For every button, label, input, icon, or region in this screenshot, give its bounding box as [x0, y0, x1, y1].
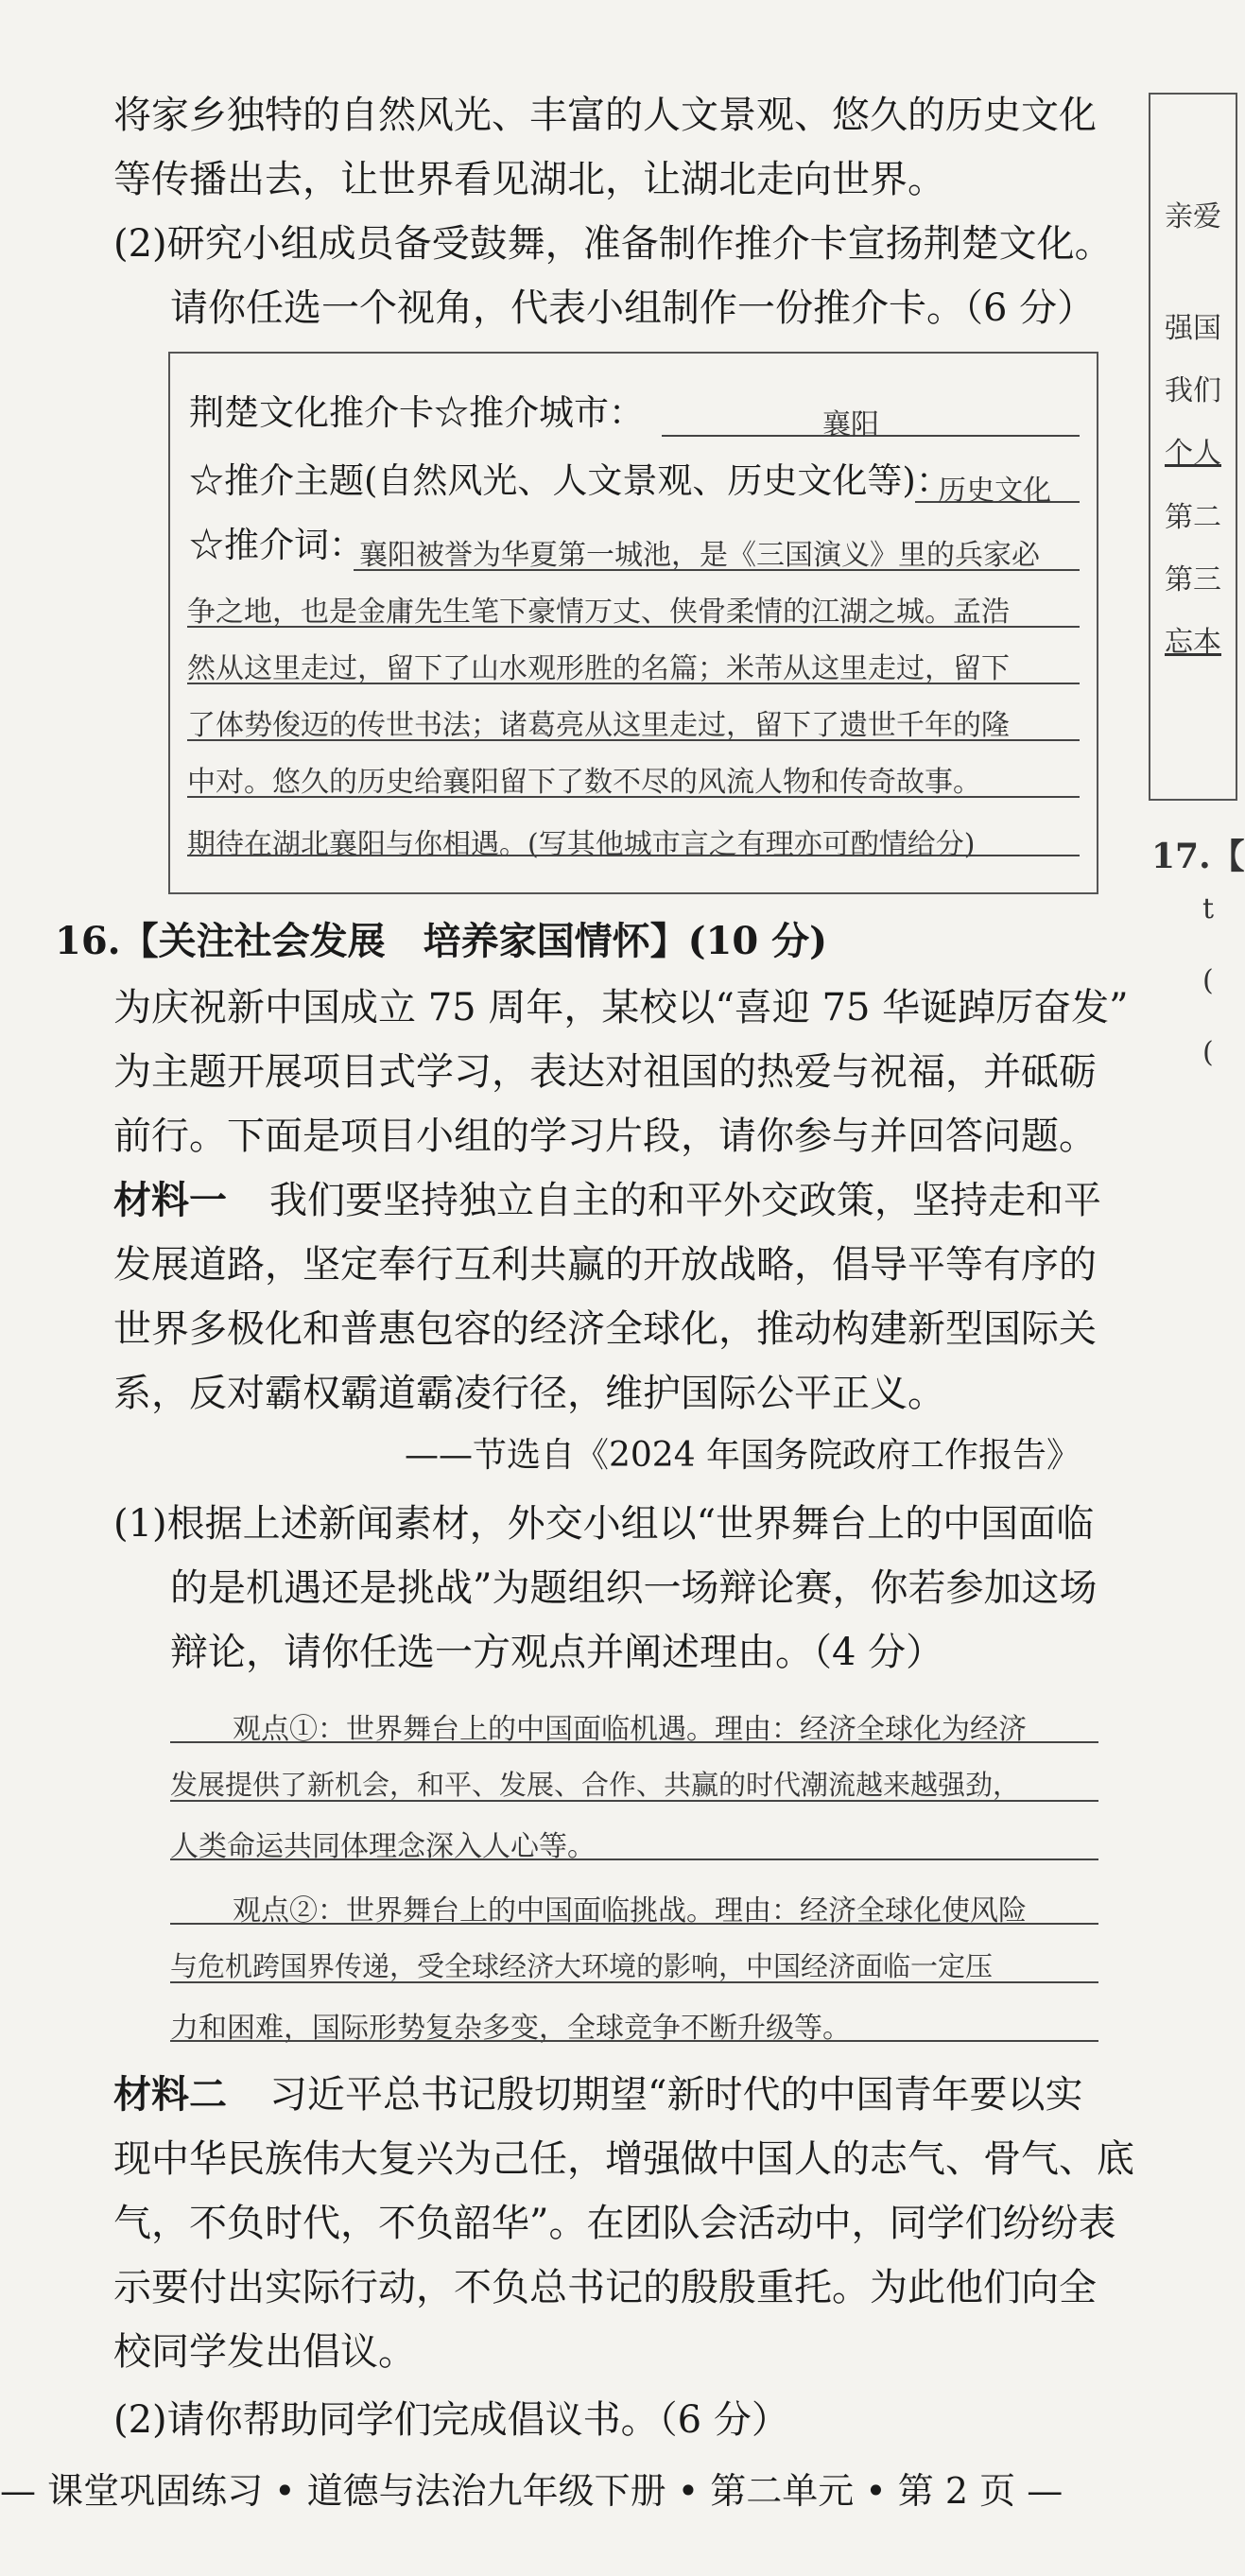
card-words-line-3: 然从这里走过，留下了山水观形胜的名篇；米芾从这里走过，留下 [187, 652, 1010, 685]
q16-paragraph-line-2: 为主题开展项目式学习，表达对祖国的热爱与祝福，并砥砺 [113, 1050, 1097, 1094]
answer-line [187, 739, 1080, 741]
question-15-2-line-2: 请你任选一个视角，代表小组制作一份推介卡。（6 分） [170, 286, 1096, 330]
card-words-label: ☆推介词： [189, 525, 364, 565]
answer-1-line-2: 发展提供了新机会，和平、发展、合作、共赢的时代潮流越来越强劲， [170, 1769, 1021, 1801]
answer-2-line-1: 观点②：世界舞台上的中国面临挑战。理由：经济全球化使风险 [233, 1894, 1027, 1928]
page-footer: — 课堂巩固练习 • 道德与法治九年级下册 • 第二单元 • 第 2 页 — [0, 2470, 1063, 2512]
side-text-4: 个人 [1165, 437, 1221, 470]
side-text-5: 第二 [1165, 501, 1221, 534]
answer-line [187, 855, 1080, 856]
material-1-line-3: 世界多极化和普惠包容的经济全球化，推动构建新型国际关 [113, 1307, 1097, 1351]
answer-line [354, 569, 1080, 571]
side-fragment-3: ( [1202, 1036, 1214, 1069]
side-question-17: 17.【 [1151, 837, 1245, 876]
side-text-3: 我们 [1165, 374, 1221, 407]
side-text-7: 忘本 [1165, 626, 1221, 659]
q16-1-line-3: 辩论，请你任选一方观点并阐述理由。（4 分） [170, 1631, 944, 1674]
side-fragment-2: ( [1202, 964, 1214, 997]
answer-line [187, 626, 1080, 628]
material-2-line-1: 习近平总书记殷切期望“新时代的中国青年要以实 [232, 2073, 1083, 2117]
answer-line [170, 1859, 1098, 1860]
q16-paragraph-line-3: 前行。下面是项目小组的学习片段，请你参与并回答问题。 [113, 1115, 1097, 1158]
card-words-line-4: 了体势俊迈的传世书法；诸葛亮从这里走过，留下了遗世千年的隆 [187, 709, 1010, 742]
answer-line [170, 1981, 1098, 1983]
answer-line [170, 1923, 1098, 1925]
card-words-line-1: 襄阳被誉为华夏第一城池，是《三国演义》里的兵家必 [359, 539, 1040, 572]
intro-line-2: 等传播出去，让世界看见湖北，让湖北走向世界。 [113, 158, 945, 201]
q16-1-line-1: (1)根据上述新闻素材，外交小组以“世界舞台上的中国面临 [113, 1502, 1095, 1546]
answer-line [170, 2040, 1098, 2042]
material-1-label: 材料一 [113, 1178, 227, 1222]
question-15-2-line-1: (2)研究小组成员备受鼓舞，准备制作推介卡宣扬荆楚文化。 [113, 222, 1113, 266]
card-words-line-2: 争之地，也是金庸先生笔下豪情万丈、侠骨柔情的江湖之城。孟浩 [187, 596, 1010, 629]
q16-1-line-2: 的是机遇还是挑战”为题组织一场辩论赛，你若参加这场 [170, 1566, 1098, 1610]
card-theme-value: 历史文化 [938, 475, 1051, 508]
material-2-line-3: 气，不负时代，不负韶华”。在团队会活动中，同学们纷纷表 [113, 2202, 1116, 2245]
side-text-2: 强国 [1165, 312, 1221, 345]
q16-paragraph-line-1: 为庆祝新中国成立 75 周年，某校以“喜迎 75 华诞踔厉奋发” [113, 986, 1129, 1029]
answer-line [187, 796, 1080, 798]
answer-1-line-3: 人类命运共同体理念深入人心等。 [170, 1830, 596, 1863]
material-2-label: 材料二 [113, 2072, 227, 2117]
material-1-line-4: 系，反对霸权霸道霸凌行径，维护国际公平正义。 [113, 1372, 945, 1415]
answer-1-line-1: 观点①：世界舞台上的中国面临机遇。理由：经济全球化为经济 [233, 1713, 1027, 1746]
q16-2-line: (2)请你帮助同学们完成倡议书。（6 分） [113, 2398, 789, 2442]
answer-2-line-3: 力和困难，国际形势复杂多变，全球竞争不断升级等。 [170, 2012, 851, 2045]
material-2-line-5: 校同学发出倡议。 [113, 2330, 416, 2374]
material-1-line-2: 发展道路，坚定奉行互利共赢的开放战略，倡导平等有序的 [113, 1243, 1097, 1287]
material-1-line-1: 我们要坚持独立自主的和平外交政策，坚持走和平 [232, 1179, 1101, 1222]
card-theme-label: ☆推介主题(自然风光、人文景观、历史文化等)： [189, 460, 951, 501]
answer-line [170, 1741, 1098, 1743]
material-2-line-4: 示要付出实际行动，不负总书记的殷殷重托。为此他们向全 [113, 2266, 1097, 2309]
side-fragment-1: t [1202, 892, 1215, 925]
side-text-6: 第三 [1165, 563, 1221, 596]
question-16-title: 16.【关注社会发展 培养家国情怀】(10 分) [55, 919, 828, 963]
answer-2-line-2: 与危机跨国界传递，受全球经济大环境的影响，中国经济面临一定压 [170, 1950, 994, 1982]
material-1-source: ——节选自《2024 年国务院政府工作报告》 [405, 1436, 1081, 1475]
material-2-line-2: 现中华民族伟大复兴为己任，增强做中国人的志气、骨气、底 [113, 2137, 1134, 2181]
answer-line [170, 1800, 1098, 1802]
card-words-line-6: 期待在湖北襄阳与你相遇。(写其他城市言之有理亦可酌情给分) [187, 828, 976, 861]
answer-line [187, 683, 1080, 684]
card-words-line-5: 中对。悠久的历史给襄阳留下了数不尽的风流人物和传奇故事。 [187, 766, 981, 799]
card-city-value: 襄阳 [822, 408, 879, 441]
card-city-label: 荆楚文化推介卡☆推介城市： [189, 392, 644, 433]
intro-line-1: 将家乡独特的自然风光、丰富的人文景观、悠久的历史文化 [113, 94, 1097, 137]
side-text-1: 亲爱 [1165, 200, 1221, 233]
